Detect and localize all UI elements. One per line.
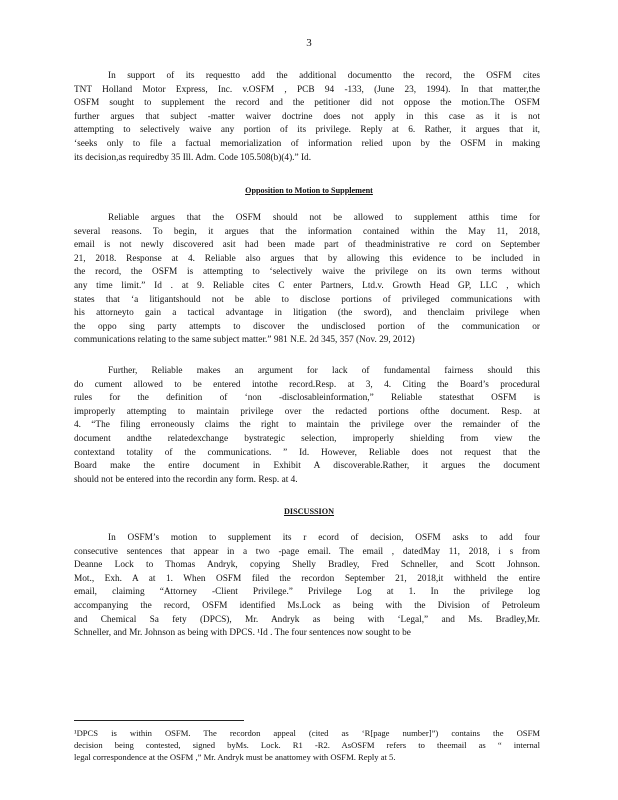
page-number: 3 [306,37,312,49]
text-line: Mot., Exh. A at 1. When OSFM filed the recordon September 21, 2018,it withheld the entire [74,573,540,584]
text-line: document andthe relatedexchange bystrategic selection, improperly shielding from view the [74,433,540,444]
text-line: contextand totality of the communications. ” Id. However, Reliable does not request that the [74,447,540,458]
opposition-paragraph-1 [74,212,540,348]
intro-paragraph [74,70,540,165]
text-line: 21, 2018. Response at 4. Reliable also argues that by allowing this evidence to be included in [74,253,540,264]
discussion-heading: DISCUSSION [283,507,335,516]
text-line: legal correspondence at the OSFM ,” Mr. Andryk must be anattomey with OSFM. Reply at 5. [74,752,396,762]
text-line: decision being contested, signed byMs. Lock. R1 -R2. AsOSFM refers to theemail as “ internal [74,740,540,750]
text-line: improperly attempting to maintain privilege over the redacted portions ofthe document. Resp. at [74,406,540,417]
text-line: do cument allowed to be entered intothe record.Resp. at 3, 4. Citing the Board’s procedural [74,379,540,390]
text-line: Schneller, and Mr. Johnson as being with DPCS. ¹Id . The four sentences now sought to be [74,628,411,639]
text-line: any time limit.” Id . at 9. Reliable cites C enter Partners, Ltd.v. Growth Head GP, LLC , which [74,280,540,291]
text-line: the record, the OSFM is attempting to ‘selectively waive the privilege on its own terms without [74,267,540,278]
text-line: email is not newly discovered asit had been made part of theadministrative re cord on September [74,240,540,251]
text-line: OSFM sought to supplement the record and the petitioner did not oppose the motion.The OSFM [74,98,540,109]
text-line: should not be entered into the recordin any form. Resp. at 4. [74,474,298,485]
text-line: its decision,as requiredby 35 Ill. Adm. Code 105.508(b)(4).” Id. [74,152,312,163]
text-line: 4. “The filing erroneously claims the right to maintain the privilege over the remainder of the [74,420,540,431]
text-line: communications relating to the same subject matter.” 981 N.E. 2d 345, 357 (Nov. 29, 2012) [74,335,415,346]
opposition-heading: Opposition to Motion to Supplement [245,186,373,195]
text-line: In OSFM’s motion to supplement its r ecord of decision, OSFM asks to add four [108,533,540,543]
text-line: the oppo sing party attempts to discover the undisclosed portion of the communication or [74,321,540,332]
text-line: accompanying the record, OSFM identified Ms.Lock as being with the Division of Petroleum [74,600,540,611]
text-line: consecutive sentences that appear in a two -page email. The email , datedMay 11, 2018, i s from [74,546,540,557]
text-line: Further, Reliable makes an argument for lack of fundamental fairness should this [108,366,540,376]
footnote [74,727,540,763]
text-line: TNT Holland Motor Express, Inc. v.OSFM , PCB 94 -133, (June 23, 1994). In that matter,the [74,84,540,95]
text-line: rules for the definition of ‘non -disclosableinformation,” Reliable statesthat OSFM is [74,393,540,404]
text-line: ‘seeks only to file a factual memorialization of information relied upon by the OSFM in making [74,138,540,149]
text-line: Reliable argues that the OSFM should not be allowed to supplement atthis time for [108,213,540,223]
text-line: and Chemical Sa fety (DPCS), Mr. Andryk as being with ‘Legal,” and Ms. Bradley,Mr. [74,614,540,625]
text-line: several reasons. To begin, it argues that the information contained within the May 11, 2018, [74,226,540,237]
text-line: states that ‘a litigantshould not be able to disclose portions of privileged communications with [74,294,540,305]
text-line: attempting to selectively waive any portion of its privilege. Reply at 6. Rather, it argues that it, [74,125,540,136]
footnote-rule [74,720,244,721]
text-line: Board make the entire document in Exhibit A discoverable.Rather, it argues the document [74,461,540,472]
text-line: further argues that subject -matter waiver doctrine does not apply in this case as it is not [74,111,540,122]
text-line: Deanne Lock to Thomas Andryk, copying Shelly Bradley, Fred Schneller, and Scott Johnson. [74,560,540,571]
text-line: his attorneyto gain a tactical advantage in litigation (the sword), and thenclaim privilege when [74,308,540,319]
opposition-paragraph-2 [74,365,540,487]
text-line: ¹DPCS is within OSFM. The recordon appeal (cited as ‘R[page number]”) contains the OSFM [74,728,540,738]
discussion-paragraph [74,532,540,641]
text-line: In support of its requestto add the additional documentto the record, the OSFM cites [108,71,540,81]
text-line: email, claiming “Attorney -Client Privilege.” Privilege Log at 1. In the privilege log [74,587,540,598]
